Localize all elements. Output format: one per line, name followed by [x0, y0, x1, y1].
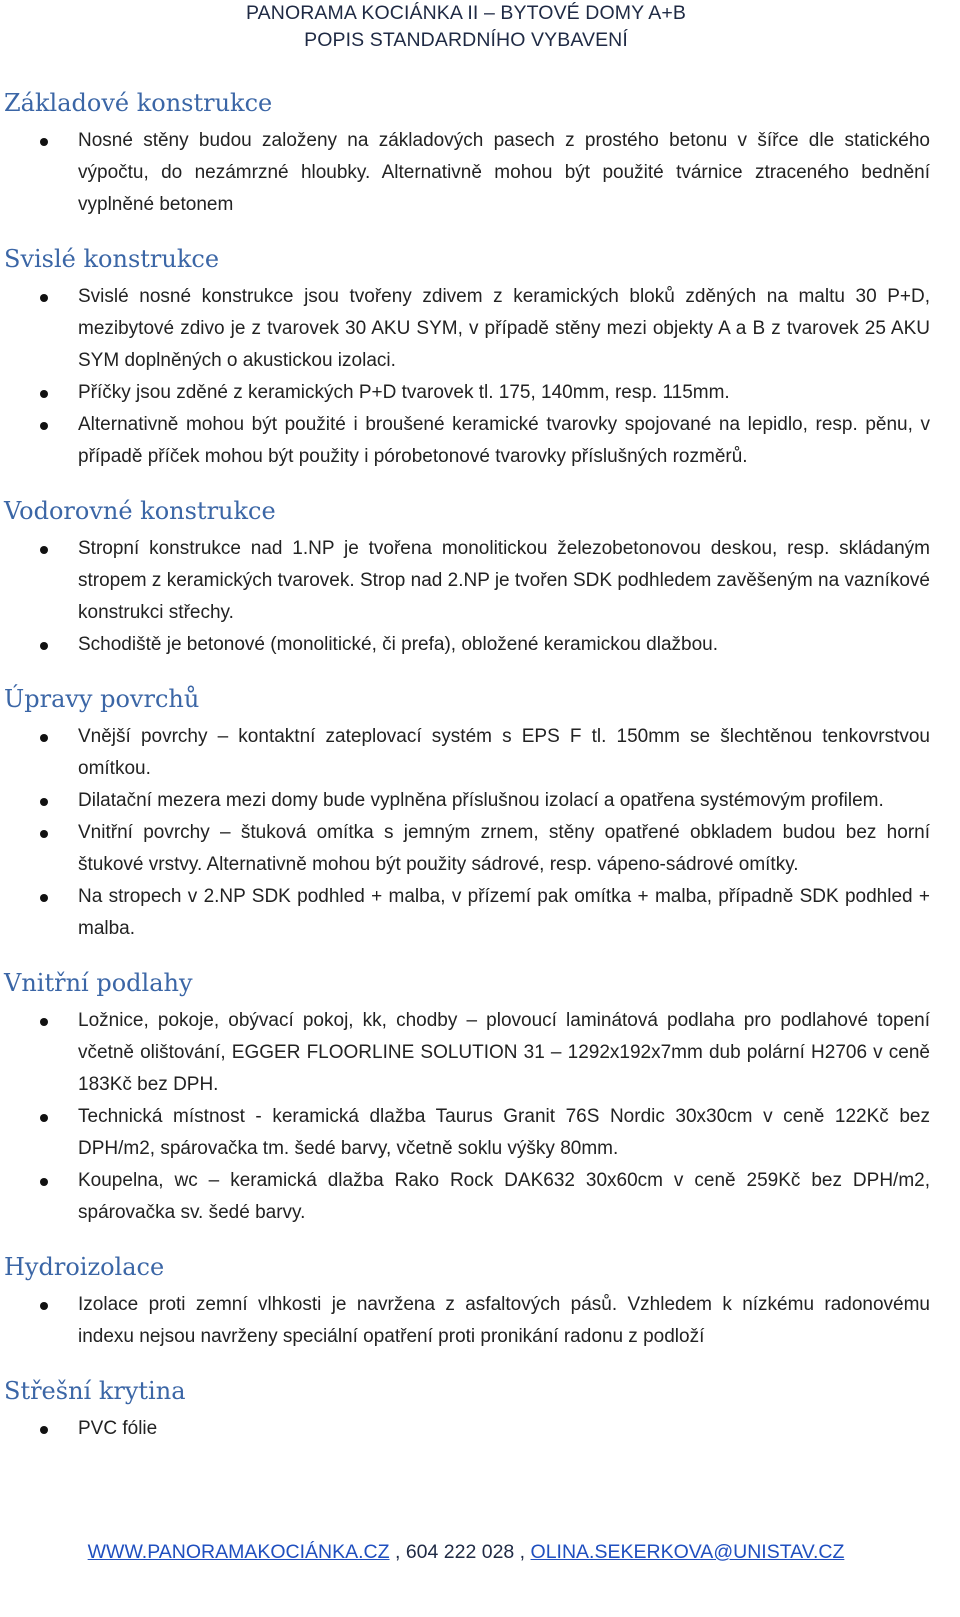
page-footer	[0, 1541, 932, 1564]
section-vodorovne-konstrukce	[0, 494, 940, 661]
bullet-list	[0, 1289, 940, 1353]
section-heading: Základové konstrukce	[4, 89, 273, 117]
list-item: Alternativně mohou být použité i broušené keramické tvarovky spojované na lepidlo, resp. pěnu, v případě příček mohou být použity i pórobetonové tvarovky příslušných rozměrů.	[0, 409, 940, 473]
list-item: Vnější povrchy – kontaktní zateplovací systém s EPS F tl. 150mm se šlechtěnou tenkovrstvou omítkou.	[0, 721, 940, 785]
list-item: Koupelna, wc – keramická dlažba Rako Rock DAK632 30x60cm v ceně 259Kč bez DPH/m2, spárovačka sv. šedé barvy.	[0, 1165, 940, 1229]
list-item: Příčky jsou zděné z keramických P+D tvarovek tl. 175, 140mm, resp. 115mm.	[0, 377, 940, 409]
footer-phone: 604 222 028	[405, 1541, 515, 1563]
list-item: Schodiště je betonové (monolitické, či prefa), obložené keramickou dlažbou.	[0, 629, 940, 661]
list-item: PVC fólie	[0, 1413, 940, 1445]
section-svisle-konstrukce	[0, 242, 940, 473]
section-heading: Vodorovné konstrukce	[4, 497, 276, 525]
section-heading: Hydroizolace	[4, 1253, 165, 1281]
list-item: Dilatační mezera mezi domy bude vyplněna příslušnou izolací a opatřena systémovým profilem.	[0, 785, 940, 817]
section-hydroizolace	[0, 1250, 940, 1353]
header-subtitle: POPIS STANDARDNÍHO VYBAVENÍ	[304, 29, 628, 51]
document-body	[0, 86, 940, 1466]
website-link[interactable]: WWW.PANORAMAKOCIÁNKA.CZ	[87, 1541, 390, 1563]
email-link[interactable]: OLINA.SEKERKOVA@UNISTAV.CZ	[530, 1541, 845, 1563]
list-item: Izolace proti zemní vlhkosti je navržena z asfaltových pásů. Vzhledem k nízkému radonovému indexu nejsou navrženy speciální opatření proti pronikání radonu z podloží	[0, 1289, 940, 1353]
list-item: Vnitřní povrchy – štuková omítka s jemným zrnem, stěny opatřené obkladem budou bez horní štukové vrstvy. Alternativně mohou být použity sádrové, resp. vápeno-sádrové omítky.	[0, 817, 940, 881]
header-title: PANORAMA KOCIÁNKA II – BYTOVÉ DOMY A+B	[246, 2, 686, 24]
bullet-list	[0, 1413, 940, 1445]
section-heading: Střešní krytina	[4, 1377, 186, 1405]
list-item: Technická místnost - keramická dlažba Taurus Granit 76S Nordic 30x30cm v ceně 122Kč bez DPH/m2, spárovačka tm. šedé barvy, včetně soklu výšky 80mm.	[0, 1101, 940, 1165]
bullet-list	[0, 721, 940, 945]
bullet-list	[0, 1005, 940, 1229]
list-item: Nosné stěny budou založeny na základových pasech z prostého betonu v šířce dle statického výpočtu, do nezámrzné hloubky. Alternativně mohou být použité tvárnice ztraceného bednění vyplněné betonem	[0, 125, 940, 221]
bullet-list	[0, 281, 940, 473]
section-stresni-krytina	[0, 1374, 940, 1445]
list-item: Svislé nosné konstrukce jsou tvořeny zdivem z keramických bloků zděných na maltu 30 P+D, mezibytové zdivo je z tvarovek 30 AKU SYM, v případě stěny mezi objekty A a B z tvarovek 25 AKU SYM doplněných o akustickou izolaci.	[0, 281, 940, 377]
list-item: Ložnice, pokoje, obývací pokoj, kk, chodby – plovoucí laminátová podlaha pro podlahové topení včetně olištování, EGGER FLOORLINE SOLUTION 31 – 1292x192x7mm dub polární H2706 v ceně 183Kč bez DPH.	[0, 1005, 940, 1101]
section-heading: Úpravy povrchů	[4, 685, 200, 713]
section-zakladove-konstrukce	[0, 86, 940, 221]
bullet-list	[0, 533, 940, 661]
section-upravy-povrchu	[0, 682, 940, 945]
page-header	[0, 0, 932, 54]
section-heading: Vnitřní podlahy	[4, 969, 193, 997]
bullet-list	[0, 125, 940, 221]
list-item: Na stropech v 2.NP SDK podhled + malba, v přízemí pak omítka + malba, případně SDK podhled + malba.	[0, 881, 940, 945]
list-item: Stropní konstrukce nad 1.NP je tvořena monolitickou železobetonovou deskou, resp. skládaným stropem z keramických tvarovek. Strop nad 2.NP je tvořen SDK podhledem zavěšeným na vazníkové konstrukci střechy.	[0, 533, 940, 629]
section-heading: Svislé konstrukce	[4, 245, 220, 273]
footer-separator: ,	[514, 1541, 531, 1563]
section-vnitrni-podlahy	[0, 966, 940, 1229]
footer-separator: ,	[389, 1541, 406, 1563]
